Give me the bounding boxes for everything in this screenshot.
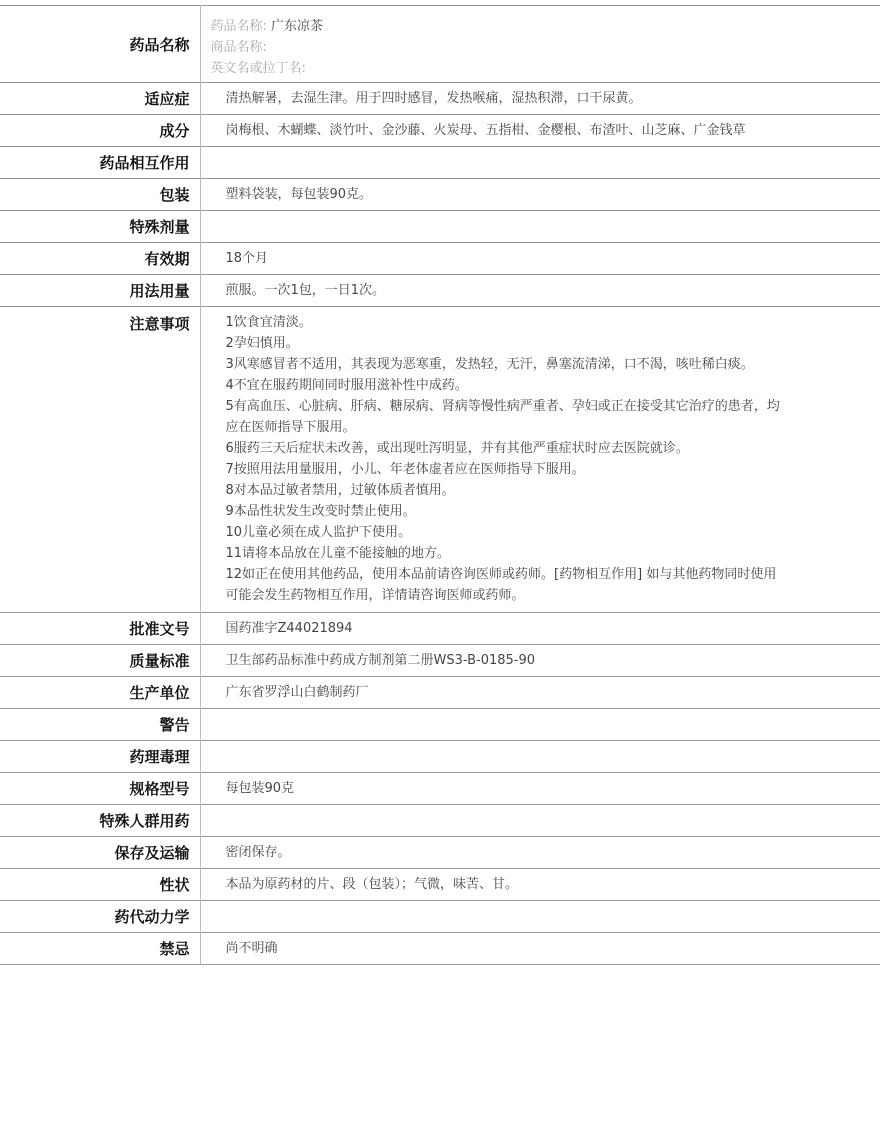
row-precautions: [0, 307, 880, 613]
row-value: 18个月: [225, 250, 269, 266]
row-value: 煎服。一次1包，一日1次。: [225, 282, 386, 298]
table-row: [0, 645, 880, 677]
precaution-item: 6服药三天后症状未改善，或出现吐泻明显，并有其他严重症状时应去医院就诊。: [225, 441, 689, 456]
precaution-item: 7按照用法用量服用，小儿、年老体虚者应在医师指导下服用。: [225, 462, 585, 477]
table-row: [0, 613, 880, 645]
row-value: [200, 805, 880, 837]
row-value: 卫生部药品标准中药成方制剂第二册WS3-B-0185-90: [225, 652, 536, 668]
row-label: 药品相互作用: [0, 147, 200, 179]
precaution-item: 12如正在使用其他药品，使用本品前请咨询医师或药师。[药物相互作用] 如与其他药物同时使用可能会发生药物相互作用，详情请咨询医师或药师。: [225, 567, 777, 603]
precaution-item: 11请将本品放在儿童不能接触的地方。: [225, 546, 451, 561]
table-row: [0, 805, 880, 837]
row-value: 岗梅根、木蝴蝶、淡竹叶、金沙藤、火炭母、五指柑、金樱根、布渣叶、山芝麻、广金钱草: [225, 122, 746, 138]
drug-name-value: 广东凉茶: [271, 19, 324, 34]
row-value: 每包装90克: [225, 780, 295, 796]
row-label: 注意事项: [0, 307, 200, 613]
english-name-line: [211, 58, 880, 79]
precaution-item: 10儿童必须在成人监护下使用。: [225, 525, 412, 540]
row-value: [200, 211, 880, 243]
table-row: [0, 901, 880, 933]
english-name-key: 英文名或拉丁名:: [210, 61, 306, 76]
precaution-item: 9本品性状发生改变时禁止使用。: [225, 504, 416, 519]
row-value: [200, 741, 880, 773]
table-row: [0, 709, 880, 741]
row-label: 保存及运输: [0, 837, 200, 869]
table-row: [0, 677, 880, 709]
row-label: 药品名称: [0, 6, 200, 83]
table-row: [0, 275, 880, 307]
precaution-item: 3风寒感冒者不适用，其表现为恶寒重，发热轻，无汗，鼻塞流清涕，口不渴，咳吐稀白痰。: [225, 357, 754, 372]
row-value: [200, 901, 880, 933]
row-label: 批准文号: [0, 613, 200, 645]
table-row: [0, 837, 880, 869]
row-label: 药代动力学: [0, 901, 200, 933]
trade-name-line: [211, 37, 880, 58]
row-value: [200, 147, 880, 179]
table-row: [0, 115, 880, 147]
table-row: [0, 211, 880, 243]
row-label: 用法用量: [0, 275, 200, 307]
row-value: 尚不明确: [225, 940, 278, 956]
row-label: 药理毒理: [0, 741, 200, 773]
row-label: 禁忌: [0, 933, 200, 965]
row-value: [200, 709, 880, 741]
row-label: 成分: [0, 115, 200, 147]
drug-info-table: [0, 5, 880, 965]
drug-info-body: [0, 6, 880, 965]
precaution-item: 5有高血压、心脏病、肝病、糖尿病、肾病等慢性病严重者、孕妇或正在接受其它治疗的患者，均应在医师指导下服用。: [225, 399, 780, 435]
precaution-item: 8对本品过敏者禁用，过敏体质者慎用。: [225, 483, 455, 498]
table-row: [0, 773, 880, 805]
table-row: [0, 83, 880, 115]
precaution-item: 2孕妇慎用。: [225, 336, 299, 351]
row-label: 特殊剂量: [0, 211, 200, 243]
table-row: [0, 869, 880, 901]
row-drug-name: [0, 6, 880, 83]
table-row: [0, 933, 880, 965]
table-row: [0, 243, 880, 275]
row-label: 适应症: [0, 83, 200, 115]
row-value: 密闭保存。: [225, 844, 291, 860]
precautions-list: [200, 307, 880, 613]
row-value: 国药准字Z44021894: [225, 620, 353, 636]
table-row: [0, 179, 880, 211]
row-value: 本品为原药材的片、段（包装）；气微，味苦、甘。: [225, 876, 519, 892]
row-value: 清热解暑，去湿生津。用于四时感冒，发热喉痛，湿热积滞，口干尿黄。: [225, 90, 642, 106]
row-label: 质量标准: [0, 645, 200, 677]
row-label: 规格型号: [0, 773, 200, 805]
drug-name-line: [211, 16, 880, 37]
precaution-item: 4不宜在服药期间同时服用滋补性中成药。: [225, 378, 468, 393]
precaution-item: 1饮食宜清淡。: [225, 315, 312, 330]
row-label: 生产单位: [0, 677, 200, 709]
row-label: 有效期: [0, 243, 200, 275]
table-row: [0, 741, 880, 773]
row-label: 包装: [0, 179, 200, 211]
trade-name-key: 商品名称:: [210, 40, 267, 55]
row-value: 广东省罗浮山白鹤制药厂: [225, 684, 369, 700]
table-row: [0, 147, 880, 179]
row-label: 警告: [0, 709, 200, 741]
row-label: 特殊人群用药: [0, 805, 200, 837]
row-value: 塑料袋装，每包装90克。: [225, 186, 373, 202]
row-label: 性状: [0, 869, 200, 901]
drug-name-key: 药品名称:: [210, 19, 267, 34]
name-block: [200, 6, 880, 83]
